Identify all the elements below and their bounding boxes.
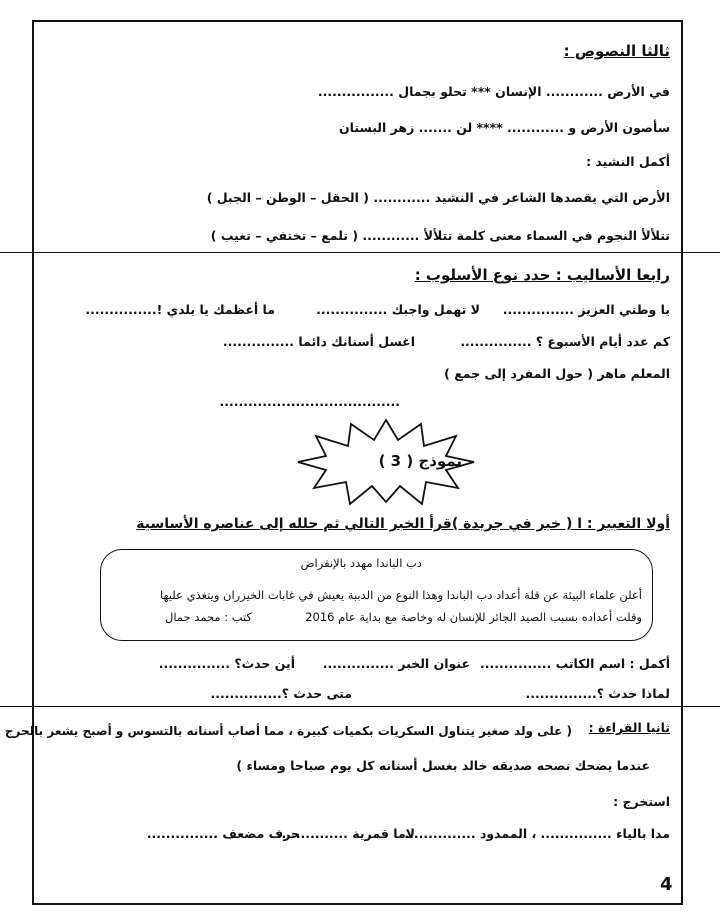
extract-item-2: لاما قمرية ............... bbox=[276, 826, 415, 841]
question-land-meaning: الأرض التي يقصدها الشاعر في النشيد ............ ( الحقل – الوطن – الجبل ) bbox=[206, 190, 670, 205]
question-word-meaning: تتلألأ النجوم في السماء معنى كلمة تتلألأ ............ ( تلمع – تختفي – تغيب ) bbox=[210, 228, 670, 243]
q-why: لماذا حدث ؟............... bbox=[525, 686, 670, 701]
news-title: دب الباندا مهدد بالإنقراض bbox=[300, 556, 422, 570]
model-label: نموذج ( 3 ) bbox=[378, 452, 462, 470]
news-line-1: أعلن علماء البيئة عن قلة أعداد دب الباندا وهذا النوع من الدببة يعيش في غابات الخيزران ويتغذي عليها bbox=[159, 588, 642, 602]
divider bbox=[0, 252, 720, 253]
extract-item-1: مدا بالياء ............... ، الممدود ............... bbox=[404, 826, 670, 841]
page-number: 4 bbox=[660, 874, 673, 895]
extract-label: استخرج : bbox=[613, 794, 670, 809]
q-when: متى حدث ؟............... bbox=[210, 686, 352, 701]
style-item-6: المعلم ماهر ( حول المفرد إلى جمع ) bbox=[444, 366, 670, 381]
style-item-5: اغسل أسنانك دائما ............... bbox=[222, 334, 415, 349]
section4-heading: رابعا الأساليب : حدد نوع الأسلوب : bbox=[414, 266, 670, 284]
reading-heading: ثانيا القراءة : bbox=[588, 720, 670, 735]
extract-item-3: حرف مضعف ............... bbox=[146, 826, 300, 841]
reading-paragraph-1: ( على ولد صغير يتناول السكريات بكميات كبيرة ، مما أصاب أسنانه بالتسوس و أصبح يشعر بالحرج bbox=[4, 724, 572, 738]
news-box bbox=[100, 549, 653, 641]
style-item-4: كم عدد أيام الأسبوع ؟ ............... bbox=[460, 334, 670, 349]
poem-line-1: في الأرض ............ الإنسان *** تحلو بجمال ................ bbox=[317, 84, 670, 99]
answer-line: ...................................... bbox=[219, 394, 400, 409]
style-item-3: ما أعظمك يا بلدي !............... bbox=[85, 302, 275, 317]
complete-anthem-label: أكمل النشيد : bbox=[586, 154, 670, 169]
q-title: عنوان الخبر ............... bbox=[322, 656, 470, 671]
style-item-1: يا وطني العزيز ............... bbox=[502, 302, 670, 317]
news-author: كتب : محمد جمال bbox=[165, 610, 252, 624]
q-where: أين حدث؟ ............... bbox=[158, 656, 295, 671]
style-item-2: لا تهمل واجبك ............... bbox=[316, 302, 480, 317]
reading-paragraph-2: عندما يضحك نصحه صديقه خالد بغسل أسنانه كل يوم صباحا ومساء ) bbox=[236, 758, 650, 773]
expression-heading: أولا التعبير : ا ( خبر في جريدة )قرأ الخبر التالي ثم حلله إلى عناصره الأساسية bbox=[136, 516, 670, 532]
news-line-2: وقلت أعداده بسبب الصيد الجائر للإنسان له وخاصة مع بداية عام 2016 bbox=[305, 610, 642, 624]
divider bbox=[0, 706, 720, 707]
poem-line-2: سأصون الأرض و ............ **** لن ....... زهر البستان bbox=[339, 120, 670, 135]
section3-heading: ثالثا النصوص : bbox=[563, 42, 670, 60]
q-author: أكمل : اسم الكاتب ............... bbox=[480, 656, 670, 671]
